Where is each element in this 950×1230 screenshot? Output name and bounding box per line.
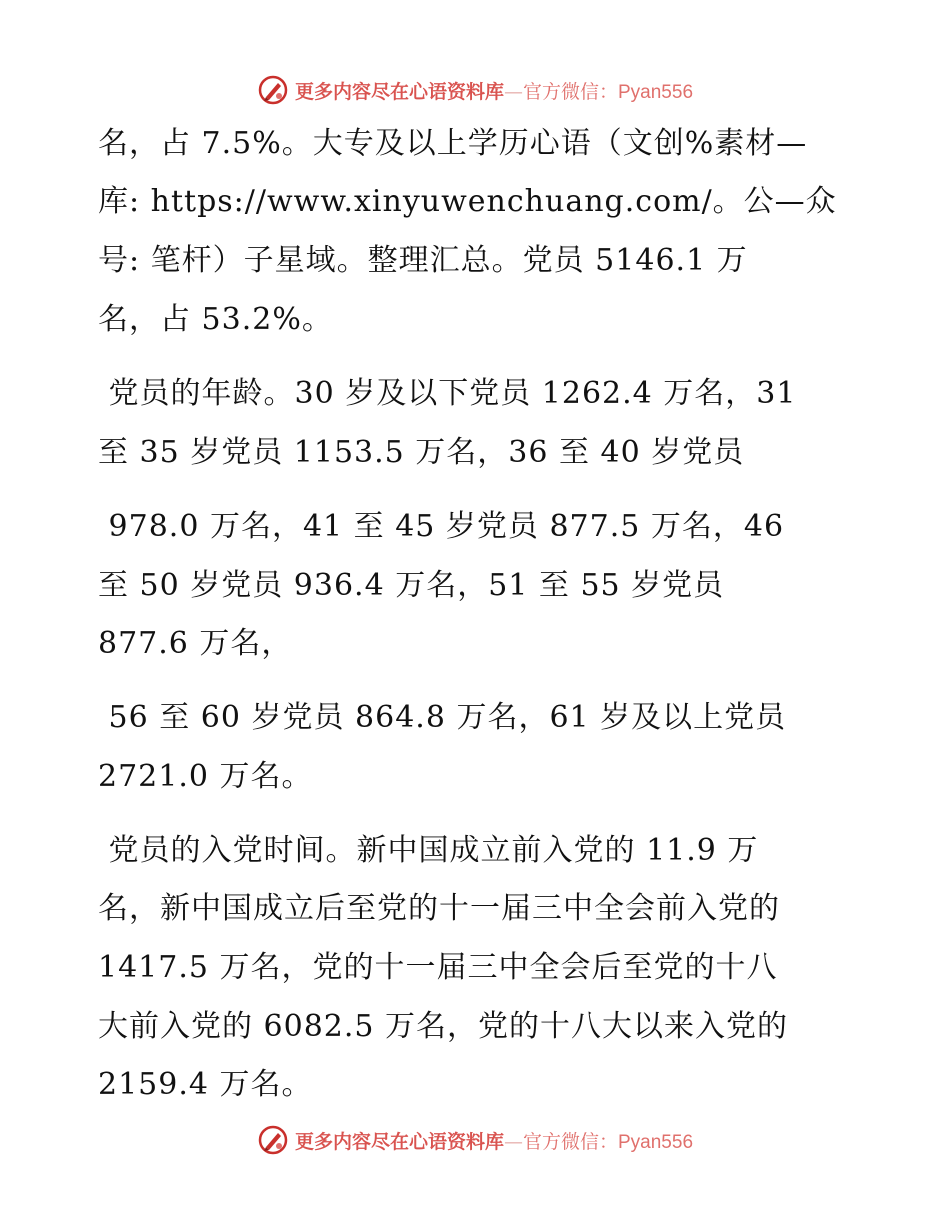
text-line: 库: https://www.xinyuwenchuang.com/。公—众	[98, 184, 837, 219]
text-line: 名，占 53.2%。	[98, 302, 333, 337]
banner-wechat-id: Pyan556	[618, 81, 694, 103]
text-line: 名，新中国成立后至党的十一届三中全会前入党的	[98, 891, 780, 926]
text-line: 978.0 万名，41 至 45 岁党员 877.5 万名，46	[98, 509, 785, 544]
banner-title: 更多内容尽在心语资料库	[294, 1130, 504, 1153]
text-line: 2159.4 万名。	[98, 1067, 313, 1102]
text-line: 至 50 岁党员 936.4 万名，51 至 55 岁党员	[98, 568, 725, 603]
text-line: 1417.5 万名，党的十一届三中全会后至党的十八	[98, 950, 778, 985]
banner-separator: —	[503, 1130, 523, 1153]
banner-text	[295, 77, 693, 104]
pen-logo-icon	[257, 1124, 289, 1156]
banner-wechat-id: Pyan556	[618, 1131, 694, 1153]
banner-wechat-label: 官方微信：	[522, 80, 618, 103]
banner-title: 更多内容尽在心语资料库	[294, 80, 504, 103]
text-line: 名，占 7.5%。大专及以上学历心语（文创%素材—	[98, 126, 808, 161]
text-line: 大前入党的 6082.5 万名，党的十八大以来入党的	[98, 1009, 789, 1044]
text-line: 877.6 万名，	[98, 626, 293, 661]
text-line: 党员的年龄。30 岁及以下党员 1262.4 万名，31	[98, 376, 797, 411]
text-line: 号: 笔杆）子星域。整理汇总。党员 5146.1 万	[98, 243, 748, 278]
banner-text	[295, 1127, 693, 1154]
text-line: 党员的入党时间。新中国成立前入党的 11.9 万	[98, 833, 759, 868]
text-line: 56 至 60 岁党员 864.8 万名，61 岁及以上党员	[98, 700, 787, 735]
footer-banner	[0, 1120, 950, 1160]
text-line: 至 35 岁党员 1153.5 万名，36 至 40 岁党员	[98, 435, 745, 470]
pen-logo-icon	[257, 74, 289, 106]
header-banner	[0, 70, 950, 110]
banner-wechat-label: 官方微信：	[522, 1130, 618, 1153]
text-line: 2721.0 万名。	[98, 759, 313, 794]
banner-separator: —	[503, 80, 523, 103]
